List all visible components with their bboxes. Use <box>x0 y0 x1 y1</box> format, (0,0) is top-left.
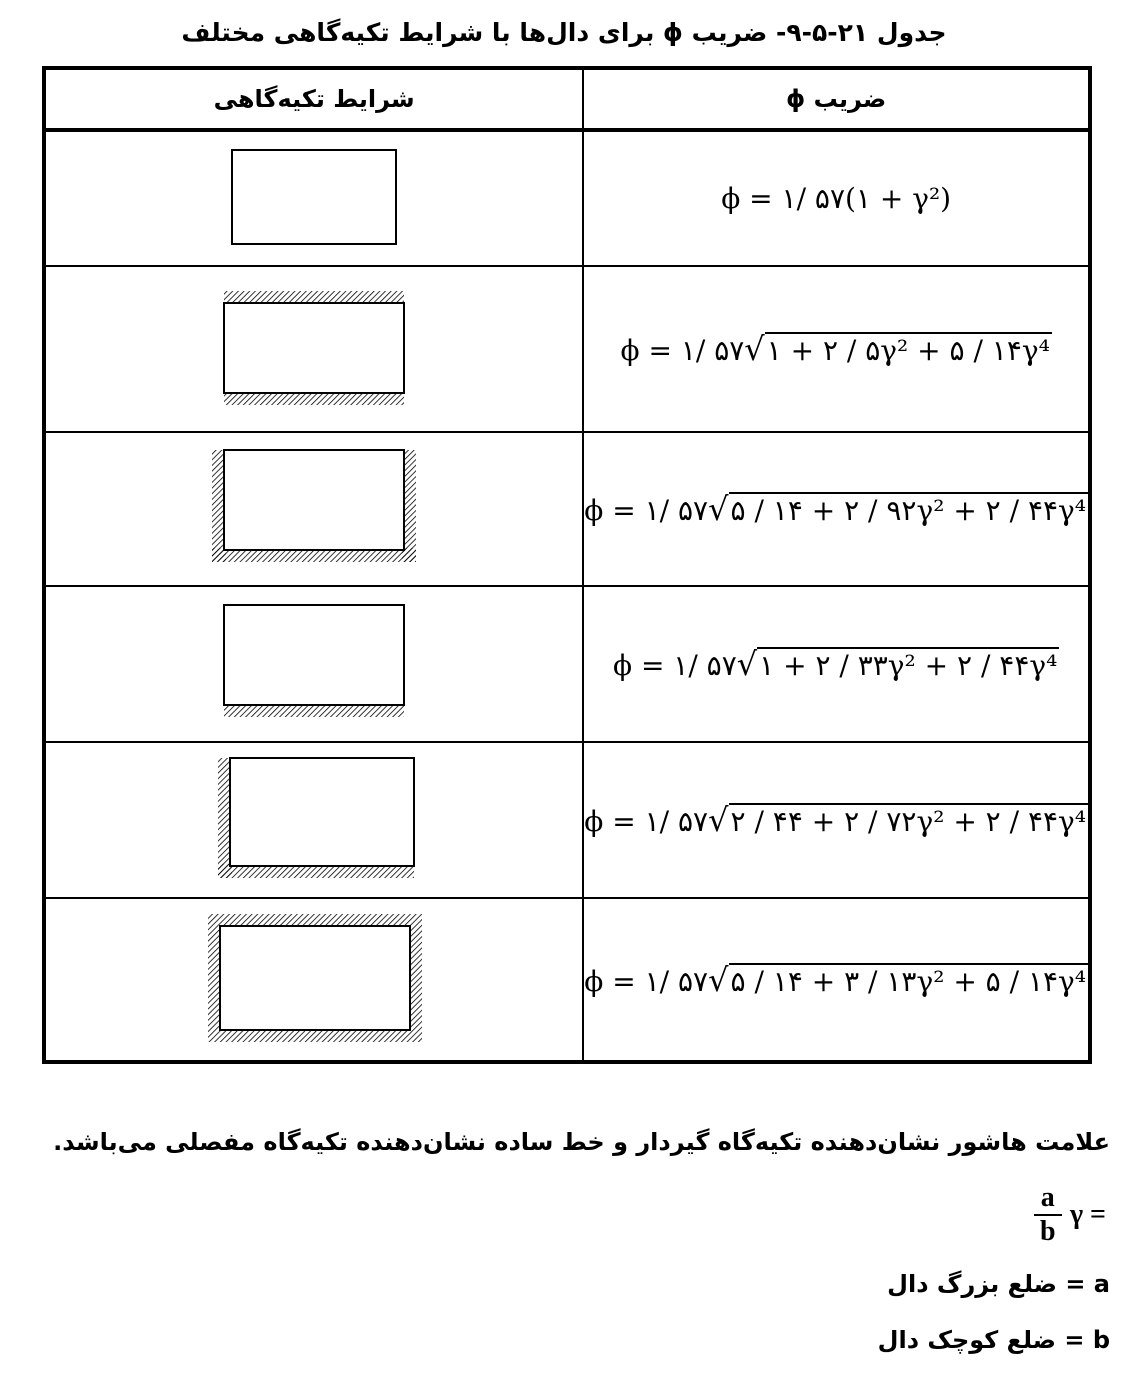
simple-support-icon <box>184 142 444 252</box>
header-support: شرایط تکیه‌گاهی <box>44 68 583 130</box>
formula-radicand: ۵ / ۱۴ + ۲ / ۹۲γ² + ۲ / ۴۴γ⁴ <box>730 494 1086 527</box>
header-row <box>44 68 1090 130</box>
fixed-all-sides-icon <box>184 908 444 1048</box>
table-title: جدول ۲۱-۵-۹- ضریب ϕ برای دال‌ها با شرایط تکیه‌گاهی مختلف <box>181 18 947 47</box>
formula-pre: ϕ = ۱/ ۵۷ <box>584 805 709 838</box>
coef-cell <box>583 266 1090 432</box>
support-cell <box>44 742 583 898</box>
phi-table <box>42 66 1092 1064</box>
formula-pre: ϕ = ۱/ ۵۷ <box>612 649 737 682</box>
support-cell <box>44 586 583 742</box>
support-cell <box>44 898 583 1062</box>
table-row <box>44 130 1090 266</box>
formula-pre: ϕ = ۱/ ۵۷ <box>620 334 745 367</box>
table-row <box>44 266 1090 432</box>
sqrt-icon: √ <box>708 960 729 999</box>
formula <box>584 960 1088 999</box>
formula <box>721 182 951 215</box>
formula-radicand: ۲ / ۴۴ + ۲ / ۷۲γ² + ۲ / ۴۴γ⁴ <box>730 805 1086 838</box>
formula <box>584 490 1088 528</box>
table-row <box>44 742 1090 898</box>
coef-cell <box>583 586 1090 742</box>
table-row <box>44 432 1090 586</box>
coef-cell <box>583 130 1090 266</box>
coef-cell <box>583 742 1090 898</box>
support-cell <box>44 130 583 266</box>
b-definition: b = ضلع کوچک دال <box>877 1326 1110 1354</box>
formula <box>584 801 1088 839</box>
table-row <box>44 586 1090 742</box>
formula-radicand: ۱ + ۲ / ۳۳γ² + ۲ / ۴۴γ⁴ <box>759 649 1058 682</box>
formula-pre: ϕ = ۱/ ۵۷ <box>584 964 709 998</box>
formula-pre: ϕ = ۱/ ۵۷ <box>584 494 709 527</box>
fixed-left-bottom-icon <box>184 750 444 886</box>
formula-pre: ϕ = ۱/ ۵۷(۱ + γ²) <box>721 182 952 215</box>
support-cell <box>44 432 583 586</box>
sqrt-icon: √ <box>744 330 765 368</box>
sqrt-icon: √ <box>708 801 729 839</box>
sqrt-icon: √ <box>708 490 729 528</box>
fixed-top-bottom-icon <box>184 277 444 417</box>
formula <box>620 330 1051 368</box>
formula <box>612 645 1059 683</box>
support-cell <box>44 266 583 432</box>
hatch-note: علامت هاشور نشان‌دهنده تکیه‌گاه گیردار و خط ساده نشان‌دهنده تکیه‌گاه مفصلی می‌باشد. <box>53 1128 1110 1156</box>
fixed-bottom-icon <box>184 597 444 727</box>
header-coef: ضریب ϕ <box>583 68 1090 130</box>
fraction-numerator: a <box>1034 1182 1062 1216</box>
gamma-equals: γ = <box>1069 1199 1106 1230</box>
a-definition: a = ضلع بزرگ دال <box>887 1270 1110 1298</box>
fixed-three-sides-icon <box>184 442 444 572</box>
fraction <box>1034 1182 1062 1248</box>
formula-radicand: ۵ / ۱۴ + ۳ / ۱۳γ² + ۵ / ۱۴γ⁴ <box>730 964 1086 998</box>
gamma-definition <box>1034 1182 1106 1248</box>
coef-cell <box>583 432 1090 586</box>
table-row <box>44 898 1090 1062</box>
fraction-denominator: b <box>1040 1216 1056 1247</box>
formula-radicand: ۱ + ۲ / ۵γ² + ۵ / ۱۴γ⁴ <box>766 334 1050 367</box>
coef-cell <box>583 898 1090 1062</box>
sqrt-icon: √ <box>736 645 758 683</box>
